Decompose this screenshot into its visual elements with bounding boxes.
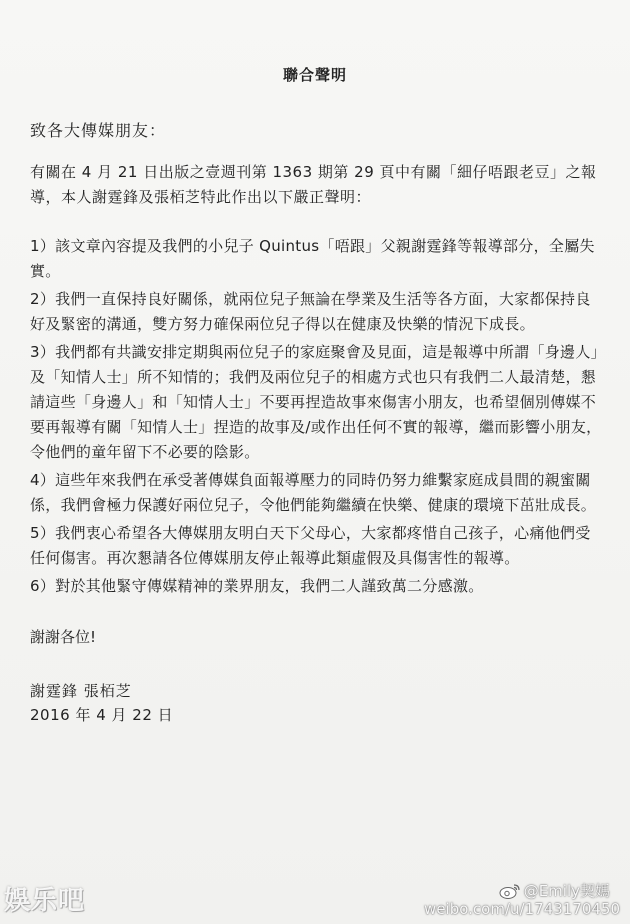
statement-point-1: 1）該文章內容提及我們的小兒子 Quintus「唔跟」父親謝霆鋒等報導部分，全屬失實。 [30,237,595,280]
weibo-handle-text: @Emily契媽 [523,882,610,900]
thanks-line: 謝謝各位! [30,628,97,646]
signatories: 謝霆鋒 張栢芝 [30,682,132,700]
intro-paragraph: 有關在 4 月 21 日出版之壹週刊第 1363 期第 29 頁中有關「細仔唔跟老豆」之報導，本人謝霆鋒及張栢芝特此作出以下嚴正聲明： [30,163,597,206]
watermark-logo: 娛乐吧 [4,886,86,916]
statement-points [30,234,602,602]
salutation: 致各大傳媒朋友： [30,121,167,140]
statement-point-3: 3）我們都有共識安排定期與兩位兒子的家庭聚會及見面，這是報導中所謂「身邊人」及「知情人士」所不知情的；我們及兩位兒子的相處方式也只有我們二人最清楚，懇請這些「身邊人」和「知情人士」不要再捏造故事來傷害小朋友，也希望個別傳媒不要再報導有關「知情人士」捏造的故事及/或作出任何不實的報導，繼而影響小朋友，令他們的童年留下不必要的陰影。 [30,343,602,461]
statement-point-6: 6）對於其他緊守傳媒精神的業界朋友，我們二人謹致萬二分感激。 [30,577,484,595]
statement-point-4: 4）這些年來我們在承受著傳媒負面報導壓力的同時仍努力維繫家庭成員間的親蜜關係，我們會極力保護好兩位兒子，令他們能夠繼續在快樂、健康的環境下茁壯成長。 [30,471,597,514]
statement-point-2: 2）我們一直保持良好關係，就兩位兒子無論在學業及生活等各方面，大家都保持良好及緊密的溝通，雙方努力確保兩位兒子得以在健康及快樂的情況下成長。 [30,290,591,333]
weibo-watermark-url: weibo.com/u/1743170450 [424,900,620,918]
statement-point-5: 5）我們衷心希望各大傳媒朋友明白天下父母心，大家都疼惜自己孩子，心痛他們受任何傷害。再次懇請各位傳媒朋友停止報導此類虛假及具傷害性的報導。 [30,524,591,567]
weibo-icon [499,883,521,899]
statement-date: 2016 年 4 月 22 日 [30,706,174,724]
weibo-watermark-handle [499,880,610,901]
document-title: 聯合聲明 [282,66,347,84]
